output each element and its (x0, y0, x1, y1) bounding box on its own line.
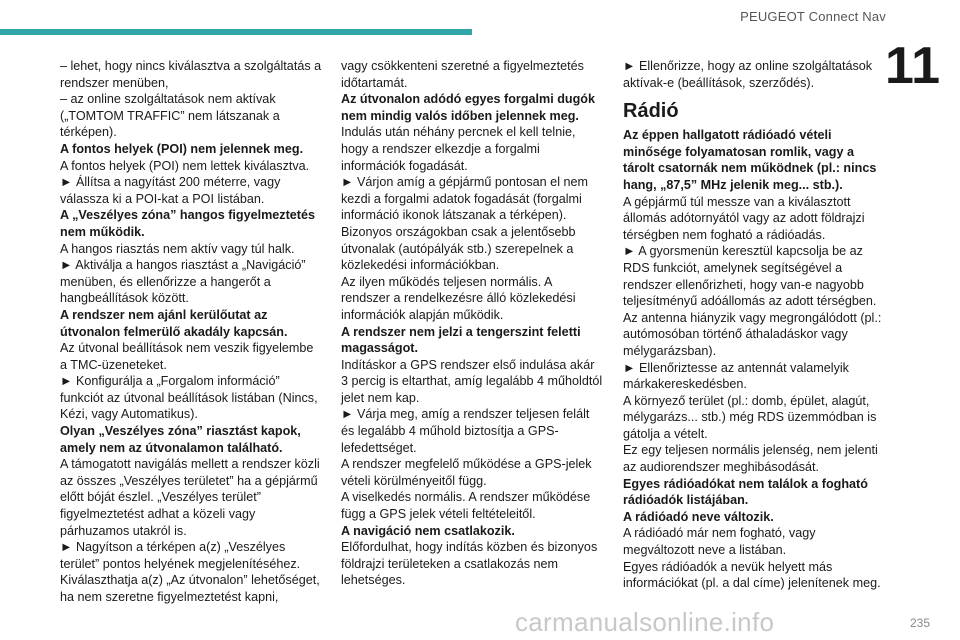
paragraph: Az útvonal beállítások nem veszik figyelembe a TMC-üzeneteket. (60, 341, 314, 372)
paragraph: – lehet, hogy nincs kiválasztva a szolgáltatás a rendszer menüben, (60, 59, 322, 90)
subheading: A rádióadó neve változik. (623, 509, 774, 524)
paragraph: Indulás után néhány percnek el kell telnie, hogy a rendszer elkezdje a forgalmi információk fogadását. (341, 125, 576, 173)
subheading: A rendszer nem ajánl kerülőutat az útvonalon felmerülő akadály kapcsán. (60, 307, 288, 339)
subheading: A fontos helyek (POI) nem jelennek meg. (60, 141, 304, 156)
header-accent-bar (0, 29, 472, 35)
paragraph: A viselkedés normális. A rendszer működése függ a GPS jelek vételi feltételeitől. (341, 490, 591, 522)
paragraph: ► Állítsa a nagyítást 200 méterre, vagy válassza ki a POI-kat a POI listában. (60, 175, 281, 206)
text-column-2 (341, 58, 603, 589)
subheading: Olyan „Veszélyes zóna” riasztást kapok, amely nem az útvonalamon található. (60, 424, 301, 455)
paragraph: ► Várja meg, amíg a rendszer teljesen felált és legalább 4 műhold biztosítja a GPS-lefedettséget. (341, 407, 590, 455)
paragraph: A környező terület (pl.: domb, épület, alagút, mélygarázs... stb.) még RDS üzemmódban is gátolja a vételt. (623, 393, 877, 441)
paragraph: ► Aktiválja a hangos riasztást a „Navigáció” menüben, és ellenőrizze a hangerőt a hangbeállítások között. (60, 258, 306, 306)
text-column-1 (60, 58, 322, 606)
text-column-3 (623, 58, 885, 592)
paragraph: Bizonyos országokban csak a jelentősebb útvonalak (autópályák stb.) szerepelnek a közlekedési információkban. (341, 224, 576, 273)
subheading: Egyes rádióadókat nem találok a fogható rádióadók listájában. (623, 476, 868, 508)
paragraph: ► A gyorsmenün keresztül kapcsolja be az RDS funkciót, amelynek segítségével a rendszer ellenőrizheti, hogy van-e nagyobb teljesítményű adóállomás az adott térségben. (623, 244, 877, 309)
section-heading: Rádió (623, 100, 679, 123)
paragraph: Az antenna hiányzik vagy megrongálódott (pl.: autómosóban történő áthaladáskor vagy mélygarázsban). (623, 310, 882, 358)
subheading: Az útvonalon adódó egyes forgalmi dugók nem mindig valós időben jelennek meg. (341, 92, 595, 123)
paragraph: A támogatott navigálás mellett a rendszer közli az összes „Veszélyes területet” ha a gépjármű előtt bóját észlel. „Veszélyes terület” figyelmeztetést adhat a közeli vagy párhuzamos utakról is. (60, 457, 320, 538)
paragraph: Indításkor a GPS rendszer első indulása akár 3 percig is eltarthat, amíg legalább 4 műholdtól jelet nem kap. (341, 357, 603, 405)
paragraph: Egyes rádióadók a nevük helyett más információkat (pl. a dal címe) jelenítenek meg. (623, 559, 881, 591)
paragraph: ► Konfigurálja a „Forgalom információ” funkciót az útvonal beállítások listában (Nincs, Kézi, vagy Automatikus). (60, 374, 318, 422)
paragraph: ► Várjon amíg a gépjármű pontosan el nem kezdi a forgalmi adatok fogadását (forgalmi információ ikonok látszanak a térképen). (341, 175, 588, 223)
paragraph: A gépjármű túl messze van a kiválasztott állomás adótornyától vagy az adott földrajzi térségben nem fogható a rádióadás. (623, 194, 865, 242)
paragraph: ► Ellenőrizze, hogy az online szolgáltatások aktívak-e (beállítások, szerződés). (623, 59, 873, 90)
paragraph: vagy csökkenteni szeretné a figyelmeztetés időtartamát. (341, 59, 584, 90)
subheading: A „Veszélyes zóna” hangos figyelmeztetés nem működik. (60, 208, 315, 239)
watermark-text: carmanualsonline.info (515, 607, 775, 637)
paragraph: Az ilyen működés teljesen normális. A rendszer a rendelkezésre álló közlekedési információk alapján működik. (341, 274, 576, 322)
paragraph: A hangos riasztás nem aktív vagy túl halk. (60, 241, 295, 256)
paragraph: ► Ellenőriztesse az antennát valamelyik márkakereskedésben. (623, 360, 849, 392)
subheading: A rendszer nem jelzi a tengerszint feletti magasságot. (341, 324, 581, 356)
subheading: A navigáció nem csatlakozik. (341, 523, 515, 538)
page-number: 235 (909, 616, 930, 630)
subheading: Az éppen hallgatott rádióadó vételi minősége folyamatosan romlik, vagy a tárolt csatornák nem működnek (pl.: nincs hang, „87,5” MHz jelenik meg... stb.). (623, 128, 877, 192)
paragraph: A rendszer megfelelő működése a GPS-jelek vételi körülményeitől függ. (341, 457, 592, 488)
paragraph: – az online szolgáltatások nem aktívak („TOMTOM TRAFFIC” nem látszanak a térképen). (60, 92, 280, 140)
paragraph: A fontos helyek (POI) nem lettek kiválasztva. (60, 158, 310, 173)
chapter-number: 11 (885, 37, 940, 95)
paragraph: Ez egy teljesen normális jelenség, nem jelenti az audiorendszer meghibásodását. (623, 443, 878, 475)
paragraph: Előfordulhat, hogy indítás közben és bizonyos földrajzi területeken a csatlakozás nem lehetséges. (341, 540, 598, 588)
paragraph: A rádióadó már nem fogható, vagy megváltozott neve a listában. (623, 526, 816, 558)
header-title: PEUGEOT Connect Nav (740, 9, 886, 24)
paragraph: ► Nagyítson a térképen a(z) „Veszélyes terület” pontos helyének megjelenítéséhez. Kiválaszthatja a(z) „Az útvonalon” lehetőséget, ha nem szeretne figyelmeztetést kapni, (60, 540, 320, 604)
